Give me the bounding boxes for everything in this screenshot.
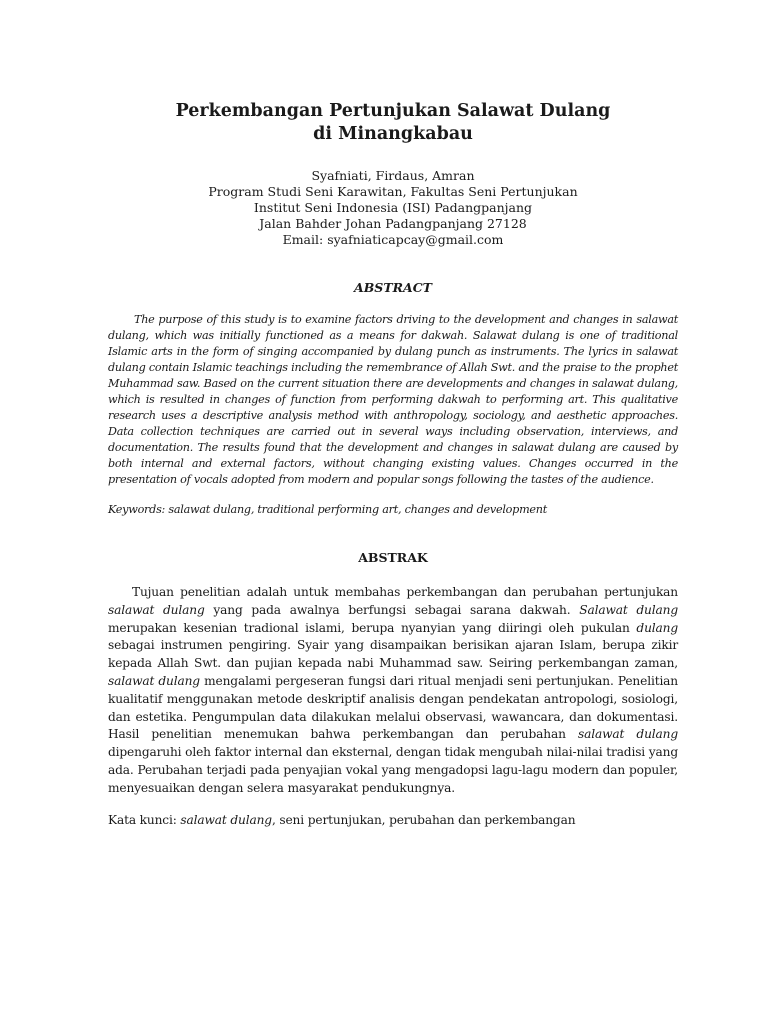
paper-page — [108, 100, 678, 829]
kata-kunci-rest: , seni pertunjukan, perubahan dan perkembangan — [271, 812, 576, 827]
abstrak-text-5: mengalami pergeseran fungsi dari ritual menjadi seni pertunjukan. Penelitian kualitatif menggunakan metode deskriptif analisis dengan pendekatan antropologi, sosiologi, dan estetika. Pengumpulan data dilakukan melalui observasi, wawancara, dan dokumentasi. Hasil penelitian menemukan bahwa perkembangan dan perubahan — [108, 673, 679, 742]
paper-title — [108, 100, 678, 146]
affiliation-line-1: Program Studi Seni Karawitan, Fakultas Seni Pertunjukan — [208, 184, 578, 199]
author-names: Syafniati, Firdaus, Amran — [311, 168, 475, 183]
author-block — [108, 168, 678, 248]
abstrak-term-5: salawat dulang — [578, 727, 678, 742]
kata-kunci-term: salawat dulang — [180, 812, 272, 827]
title-line-1: Perkembangan Pertunjukan Salawat Dulang — [175, 101, 611, 121]
abstrak-text-3: merupakan kesenian tradional islami, berupa nyanyian yang diiringi oleh pukulan — [108, 620, 637, 635]
abstrak-term-2: Salawat dulang — [579, 602, 678, 617]
abstrak-text-1: Tujuan penelitian adalah untuk membahas perkembangan dan perubahan pertunjukan — [132, 585, 678, 599]
abstrak-text-4: sebagai instrumen pengiring. Syair yang disampaikan berisikan ajaran Islam, berupa zikir kepada Allah Swt. dan pujian kepada nabi Muhammad saw. Seiring perkembangan zaman, — [108, 638, 678, 671]
abstrak-heading: ABSTRAK — [358, 550, 428, 565]
abstract-body: The purpose of this study is to examine factors driving to the development and changes in salawat dulang, which was initially functioned as a means for dakwah. Salawat dulang is one of traditional Islamic arts in the form of singing accompanied by dulang punch as instruments. The lyrics in salawat dulang contain Islamic teachings including the remembrance of Allah Swt. and the praise to the prophet Muhammad saw. Based on the current situation there are developments and changes in salawat dulang, which is resulted in changes of function from performing dakwah to performing art. This qualitative research uses a descriptive analysis method with anthropology, sociology, and aesthetic approaches. Data collection techniques are carried out in several ways including observation, interviews, and documentation. The results found that the development and changes in salawat dulang are caused by both internal and external factors, without changing existing values. Changes occurred in the presentation of vocals adopted from modern and popular songs following the tastes of the audience. — [108, 313, 678, 486]
author-address: Jalan Bahder Johan Padangpanjang 27128 — [259, 216, 527, 231]
abstract-heading: ABSTRACT — [354, 280, 432, 295]
abstrak-term-3: dulang — [636, 620, 678, 635]
abstrak-text-2: yang pada awalnya berfungsi sebagai sarana dakwah. — [204, 602, 580, 617]
abstrak-body — [108, 584, 678, 798]
abstrak-term-1: salawat dulang — [108, 602, 205, 617]
abstrak-keywords — [108, 812, 678, 830]
abstract-keywords: Keywords: salawat dulang, traditional performing art, changes and development — [108, 503, 547, 516]
abstrak-term-4: salawat dulang — [108, 673, 200, 688]
affiliation-line-2: Institut Seni Indonesia (ISI) Padangpanjang — [253, 200, 533, 215]
abstrak-text-6: dipengaruhi oleh faktor internal dan eksternal, dengan tidak mengubah nilai-nilai tradisi yang ada. Perubahan terjadi pada penyajian vokal yang mengadopsi lagu-lagu modern dan populer, menyesuaikan dengan selera masyarakat pendukungnya. — [108, 745, 678, 795]
title-line-2: di Minangkabau — [313, 124, 473, 144]
author-email: Email: syafniaticapcay@gmail.com — [282, 232, 504, 247]
kata-kunci-label: Kata kunci: — [108, 812, 181, 827]
